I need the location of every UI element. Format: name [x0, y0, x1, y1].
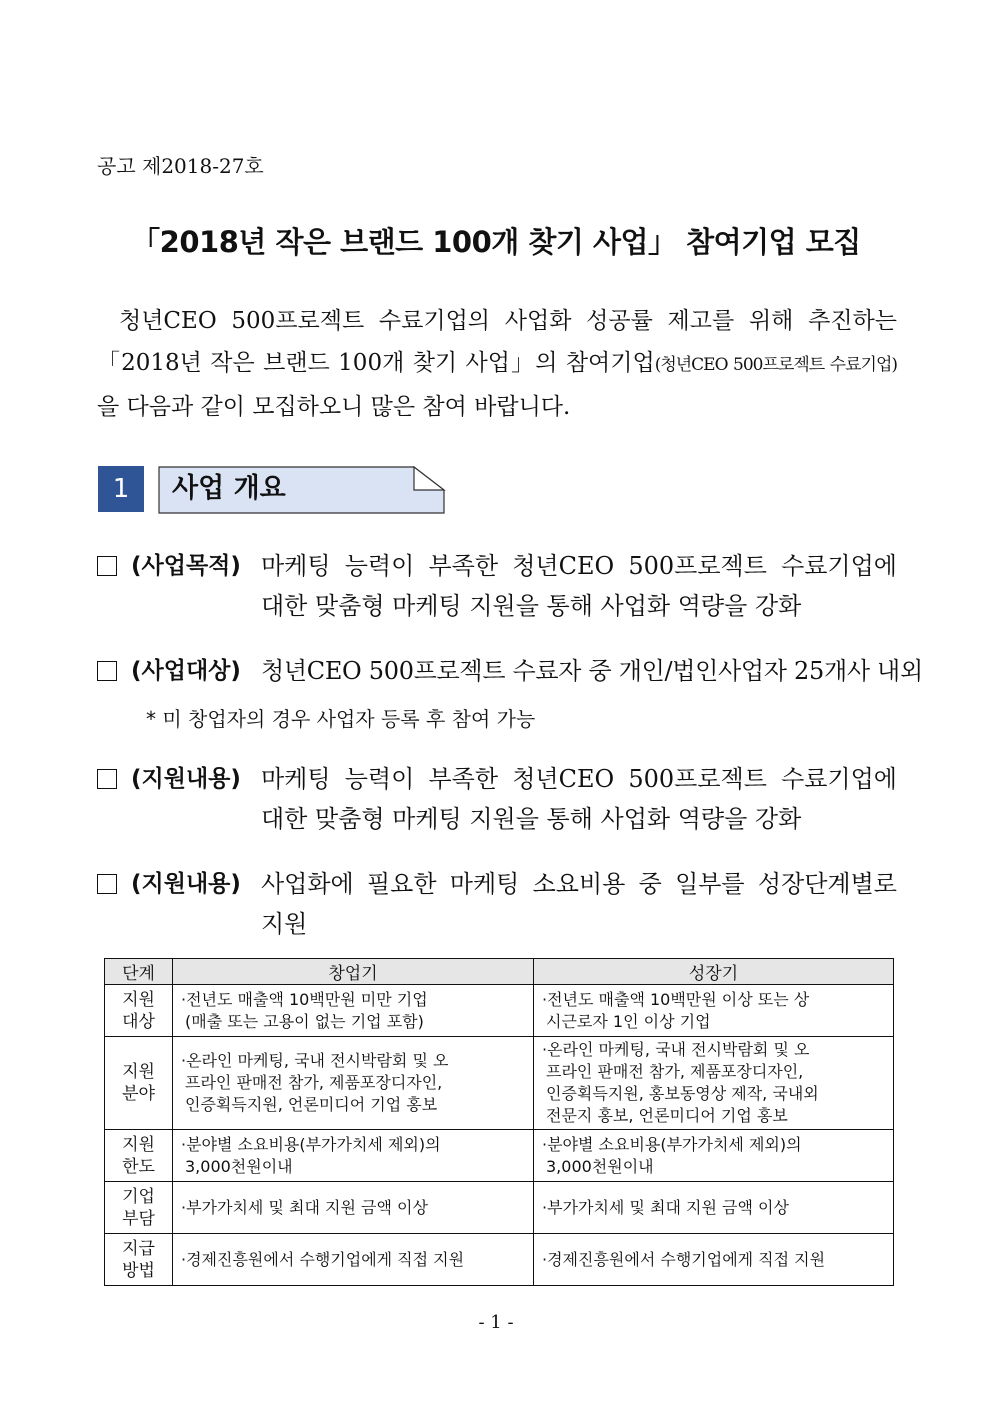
cell-text-line: 프라인 판매전 참가, 제품포장디자인, [546, 1062, 804, 1081]
table-row [105, 1182, 894, 1234]
stage-text: 지원 [122, 1134, 155, 1155]
item-label: (지원내용) [131, 871, 241, 897]
header-stage: 단계 [105, 959, 173, 985]
stage-text: 부담 [122, 1208, 155, 1229]
footnote: * 미 창업자의 경우 사업자 등록 후 참여 가능 [146, 707, 536, 731]
stage-text: 방법 [122, 1260, 155, 1281]
growth-cell [534, 985, 894, 1037]
stage-text: 지급 [122, 1238, 155, 1259]
stage-text: 분야 [122, 1084, 155, 1104]
stage-cell [105, 1130, 173, 1182]
cell-text-line: 시근로자 1인 이상 기업 [546, 1011, 711, 1031]
cell-text-line: ·부가가치세 및 최대 지원 금액 이상 [181, 1197, 428, 1217]
intro-line-1: 청년CEO 500프로젝트 수료기업의 사업화 성공률 제고를 위해 추진하는 [119, 308, 897, 334]
item-label: (사업목적) [131, 553, 241, 579]
growth-cell [534, 1037, 894, 1130]
cell-text-line: (매출 또는 고용이 없는 기업 포함) [185, 1011, 424, 1031]
item-description-line-2: 지원 [261, 910, 308, 938]
table-body [105, 985, 894, 1286]
overview-item-support-content [97, 759, 897, 839]
table-row [105, 1130, 894, 1182]
notice-number: 공고 제2018-27호 [97, 154, 264, 178]
overview-item-target [97, 651, 923, 691]
stage-cell [105, 1182, 173, 1234]
cell-text-line: 인증획득지원, 홍보동영상 제작, 국내외 [546, 1084, 819, 1103]
header-startup: 창업기 [173, 959, 534, 985]
item-label: (지원내용) [131, 766, 241, 792]
cell-text-line: ·경제진흥원에서 수행기업에게 직접 지원 [181, 1249, 465, 1269]
growth-cell [534, 1130, 894, 1182]
section-number: 1 [98, 466, 144, 512]
stage-text: 지원 [122, 989, 155, 1010]
table-header-row [105, 959, 894, 985]
item-description-line-1: 사업화에 필요한 마케팅 소요비용 중 일부를 성장단계별로 [261, 870, 897, 898]
cell-text-line: 3,000천원이내 [185, 1156, 293, 1176]
item-description-line-2: 대한 맞춤형 마케팅 지원을 통해 사업화 역량을 강화 [261, 592, 802, 620]
growth-cell [534, 1234, 894, 1286]
cell-text-line: ·전년도 매출액 10백만원 이상 또는 상 [542, 989, 810, 1009]
stage-text: 지원 [122, 1062, 155, 1082]
checkbox-icon [97, 874, 117, 894]
startup-cell [173, 1182, 534, 1234]
item-description [261, 546, 897, 626]
intro-line-2-main: 「2018년 작은 브랜드 100개 찾기 사업」의 참여기업 [97, 350, 655, 376]
page-number: - 1 - [478, 1312, 514, 1333]
cell-text-line: ·부가가치세 및 최대 지원 금액 이상 [542, 1197, 789, 1217]
stage-text: 한도 [122, 1156, 155, 1177]
startup-cell [173, 1234, 534, 1286]
stage-text: 대상 [122, 1011, 155, 1032]
header-growth: 성장기 [534, 959, 894, 985]
growth-cell [534, 1182, 894, 1234]
cell-text-line: ·온라인 마케팅, 국내 전시박람회 및 오 [181, 1051, 449, 1070]
document-title: 「2018년 작은 브랜드 100개 찾기 사업」 참여기업 모집 [131, 225, 861, 259]
support-table [104, 958, 894, 1286]
cell-text-line: 인증획득지원, 언론미디어 기업 홍보 [185, 1095, 438, 1114]
checkbox-icon [97, 556, 117, 576]
item-description-line-2: 대한 맞춤형 마케팅 지원을 통해 사업화 역량을 강화 [261, 805, 802, 833]
startup-cell [173, 1037, 534, 1130]
overview-item-purpose [97, 546, 897, 626]
checkbox-icon [97, 661, 117, 681]
stage-cell [105, 1234, 173, 1286]
item-description [261, 864, 897, 944]
cell-text-line: ·온라인 마케팅, 국내 전시박람회 및 오 [542, 1040, 810, 1059]
table-row [105, 985, 894, 1037]
item-description-line-1: 마케팅 능력이 부족한 청년CEO 500프로젝트 수료기업에 [261, 552, 897, 580]
item-description-line-1: 마케팅 능력이 부족한 청년CEO 500프로젝트 수료기업에 [261, 765, 897, 793]
intro-line-2-small: (청년CEO 500프로젝트 수료기업) [654, 355, 897, 375]
cell-text-line: ·전년도 매출액 10백만원 미만 기업 [181, 989, 428, 1009]
overview-item-support-scope [97, 864, 897, 944]
intro-paragraph [97, 300, 897, 428]
cell-text-line: 3,000천원이내 [546, 1156, 654, 1176]
stage-cell [105, 1037, 173, 1130]
cell-text-line: 전문지 홍보, 언론미디어 기업 홍보 [546, 1106, 788, 1125]
intro-line-3: 을 다음과 같이 모집하오니 많은 참여 바랍니다. [97, 394, 571, 420]
section-title: 사업 개요 [172, 473, 286, 504]
cell-text-line: ·분야별 소요비용(부가가치세 제외)의 [542, 1134, 802, 1154]
item-label: (사업대상) [131, 658, 241, 684]
item-description: 청년CEO 500프로젝트 수료자 중 개인/법인사업자 25개사 내외 [261, 657, 923, 685]
stage-cell [105, 985, 173, 1037]
table-row [105, 1234, 894, 1286]
table-row [105, 1037, 894, 1130]
item-description [261, 759, 897, 839]
startup-cell [173, 985, 534, 1037]
startup-cell [173, 1130, 534, 1182]
cell-text-line: ·경제진흥원에서 수행기업에게 직접 지원 [542, 1249, 826, 1269]
checkbox-icon [97, 769, 117, 789]
section-title-box [158, 466, 444, 512]
intro-line-2 [97, 342, 897, 386]
cell-text-line: ·분야별 소요비용(부가가치세 제외)의 [181, 1134, 441, 1154]
cell-text-line: 프라인 판매전 참가, 제품포장디자인, [185, 1073, 443, 1092]
stage-text: 기업 [122, 1186, 155, 1207]
